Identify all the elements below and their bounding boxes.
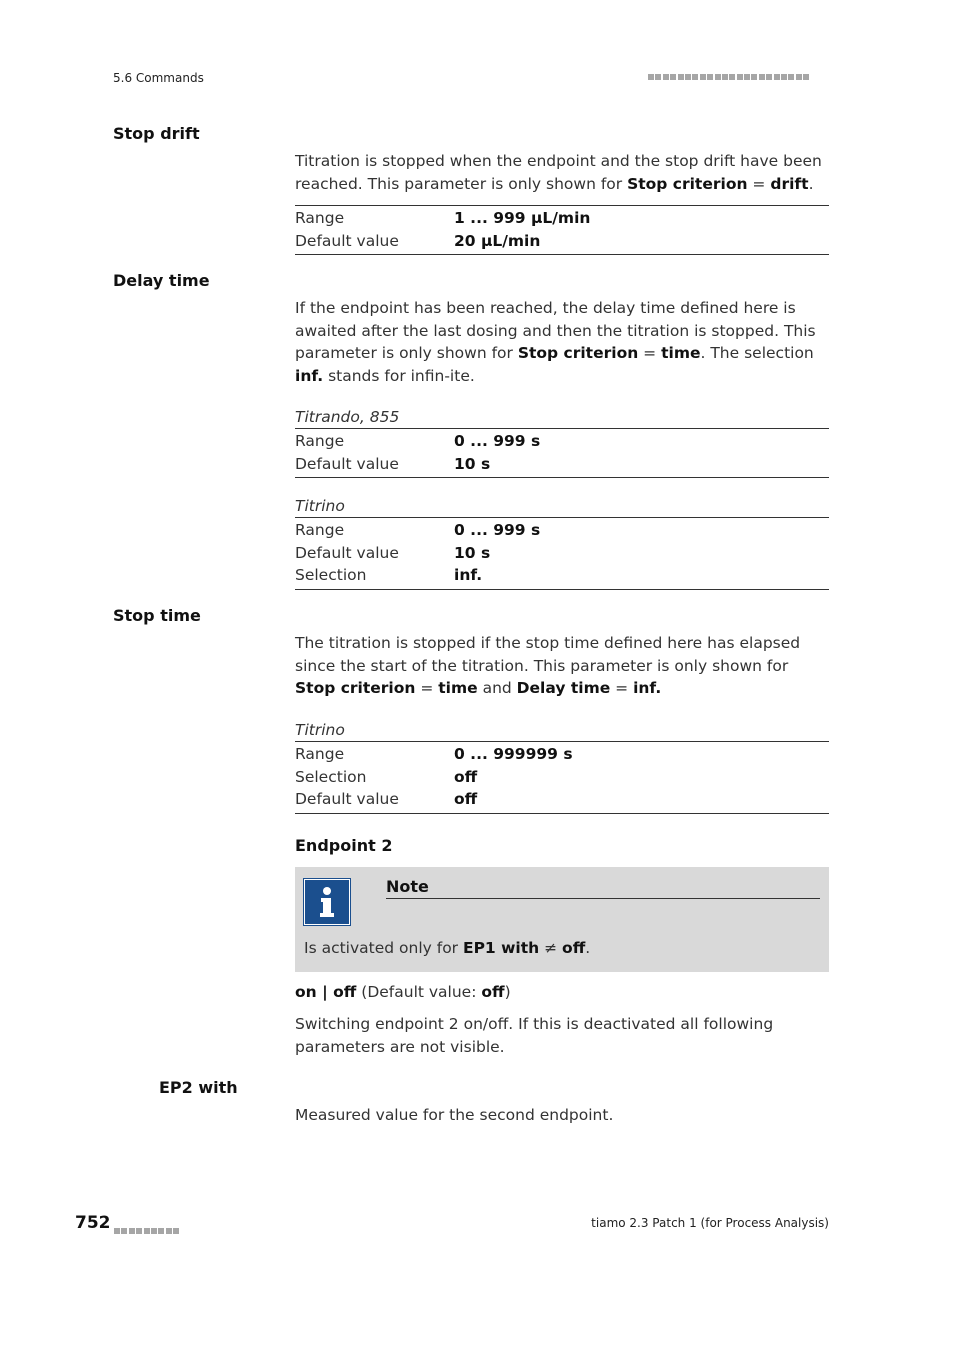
stop-time-heading: Stop time — [113, 606, 201, 625]
note-title: Note — [386, 877, 820, 899]
page-number: 752 — [75, 1213, 111, 1233]
delay-time-heading: Delay time — [113, 271, 210, 290]
ep2-with-description: Measured value for the second endpoint. — [295, 1106, 614, 1124]
table-row: Default value 10 s — [295, 454, 491, 473]
running-header-section: 5.6 Commands — [113, 71, 204, 85]
stop-time-table-titrino — [295, 719, 829, 814]
table-caption: Titrino — [295, 497, 345, 515]
table-row: Selection inf. — [295, 566, 483, 584]
table-row: Range 0 ... 999 s — [295, 521, 541, 539]
note-text: Is activated only for EP1 with ≠ off. — [304, 939, 591, 957]
table-row: Selection off — [295, 767, 478, 786]
table-caption: Titrino — [295, 721, 345, 739]
delay-time-description: If the endpoint has been reached, the delay time defined here is awaited after the last dosing and then the titration is stopped. This parameter is only shown for Stop criterion = time. The selection inf. stands for infin-ite. — [295, 299, 816, 385]
stop-drift-table — [295, 205, 829, 255]
table-caption: Titrando, 855 — [295, 408, 400, 426]
table-row: Default value 10 s — [295, 543, 491, 562]
table-row: Range 0 ... 999 s — [295, 432, 541, 450]
table-row: Default value 20 µL/min — [295, 231, 541, 250]
header-decoration-dots — [648, 73, 811, 83]
footer-product: tiamo 2.3 Patch 1 (for Process Analysis) — [591, 1216, 829, 1230]
info-icon — [304, 879, 350, 925]
endpoint-2-description: Switching endpoint 2 on/off. If this is deactivated all following parameters are not visible. — [295, 1015, 774, 1056]
endpoint-2-heading: Endpoint 2 — [295, 836, 393, 855]
delay-time-table-titrando — [295, 406, 829, 478]
endpoint-2-options: on | off (Default value: off) — [295, 983, 511, 1001]
note-box — [295, 867, 829, 972]
footer-decoration-dots — [114, 1219, 181, 1238]
delay-time-table-titrino — [295, 495, 829, 590]
stop-drift-heading: Stop drift — [113, 124, 200, 143]
stop-drift-description: Titration is stopped when the endpoint and the stop drift have been reached. This parameter is only shown for Stop criterion = drift. — [295, 152, 822, 193]
stop-time-description: The titration is stopped if the stop time defined here has elapsed since the start of the titration. This parameter is only shown for Stop criterion = time and Delay time = inf. — [295, 634, 801, 697]
ep2-with-heading: EP2 with — [159, 1078, 238, 1097]
table-row: Default value off — [295, 790, 478, 808]
table-row: Range 0 ... 999999 s — [295, 745, 573, 763]
table-row: Range 1 ... 999 µL/min — [295, 209, 591, 227]
